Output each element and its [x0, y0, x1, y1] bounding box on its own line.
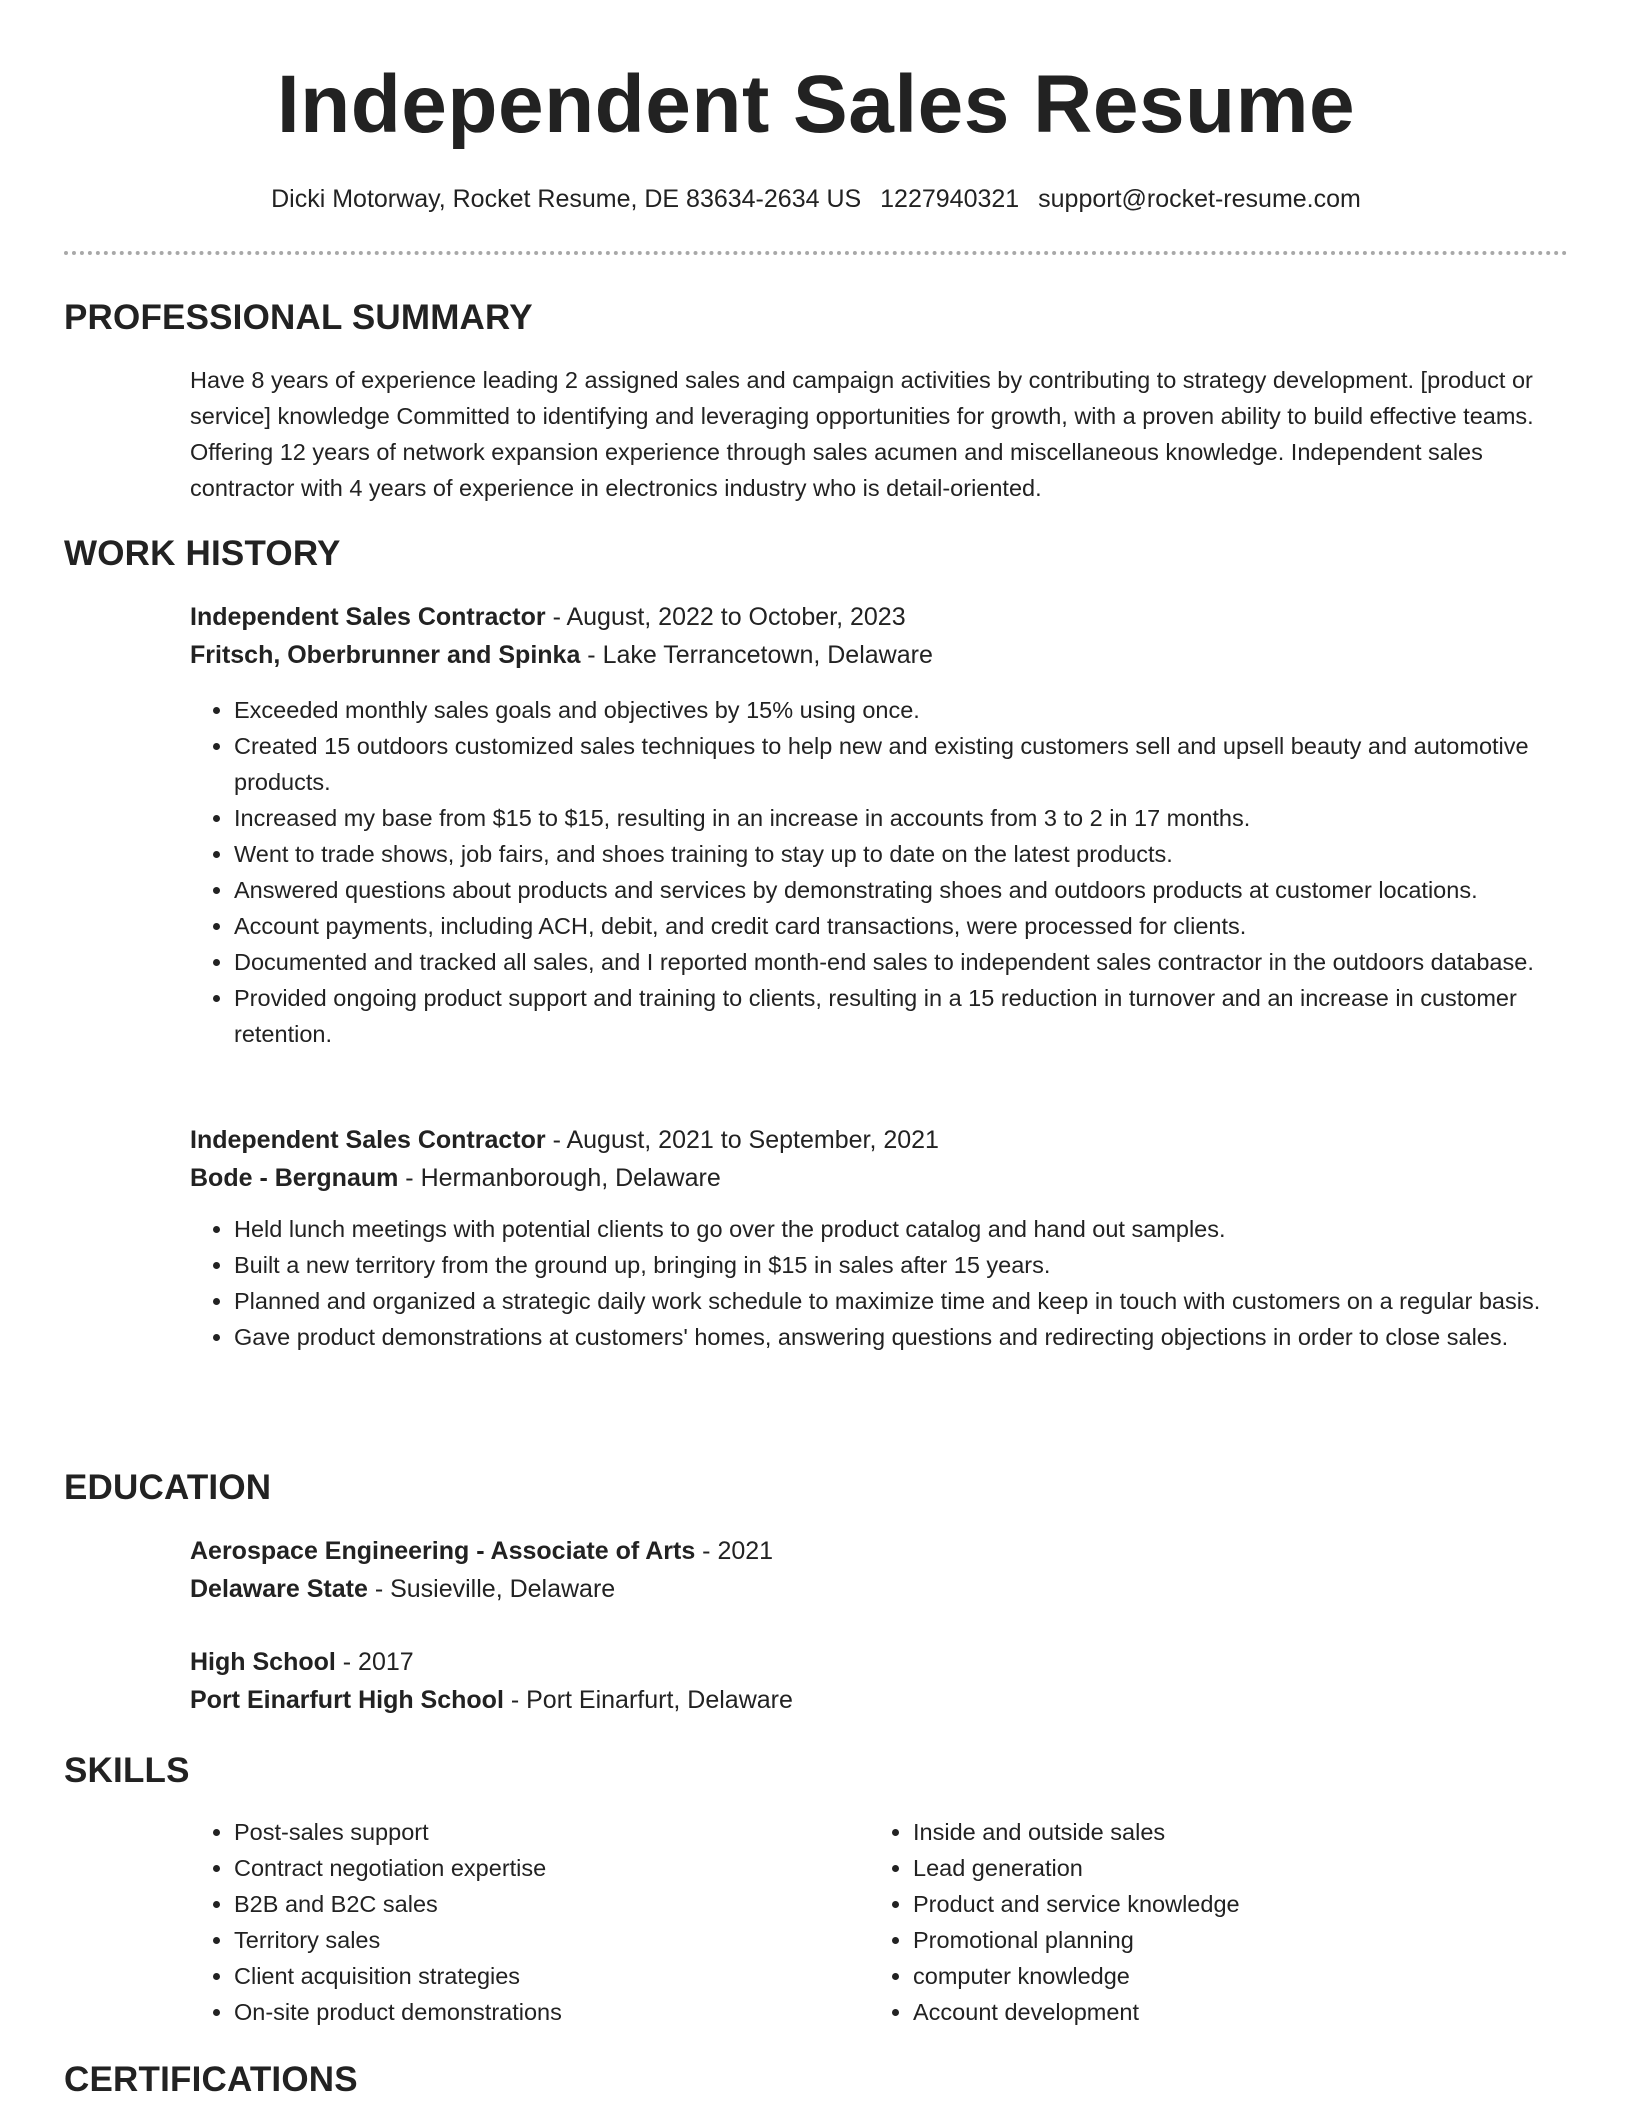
skill-item: • Territory sales — [234, 1922, 830, 1958]
job-location: - Lake Terrancetown, Delaware — [580, 641, 933, 669]
job-dates: - August, 2021 to September, 2021 — [545, 1126, 939, 1154]
job-title-line — [190, 598, 1570, 636]
education-degree: Aerospace Engineering - Associate of Arts — [190, 1537, 696, 1565]
skill-item: • computer knowledge — [913, 1958, 1509, 1994]
skill-item: • Contract negotiation expertise — [234, 1850, 830, 1886]
job-bullet: • Provided ongoing product support and training to clients, resulting in a 15 reduction in turnover and an increase in customer retention. — [234, 980, 1570, 1052]
job-entry — [190, 598, 1570, 1052]
job-bullet: • Exceeded monthly sales goals and objectives by 15% using once. — [234, 692, 1570, 728]
education-degree-line — [190, 1532, 1570, 1570]
job-bullet: • Account payments, including ACH, debit, and credit card transactions, were processed for clients. — [234, 908, 1570, 944]
section-heading-skills: SKILLS — [64, 1751, 190, 1790]
skills-list — [869, 1814, 1509, 2030]
contact-phone: 1227940321 — [880, 185, 1020, 213]
header-divider — [64, 251, 1568, 255]
education-degree: High School — [190, 1648, 336, 1676]
job-title: Independent Sales Contractor — [190, 603, 546, 631]
skills-column-left — [190, 1814, 830, 2030]
section-heading-certifications: CERTIFICATIONS — [64, 2060, 358, 2099]
job-company-line — [190, 1159, 1570, 1197]
skill-item: • B2B and B2C sales — [234, 1886, 830, 1922]
job-bullet: • Created 15 outdoors customized sales techniques to help new and existing customers sell and upsell beauty and automotive products. — [234, 728, 1570, 800]
education-school: Port Einarfurt High School — [190, 1686, 504, 1714]
job-bullet: • Increased my base from $15 to $15, resulting in an increase in accounts from 3 to 2 in 17 months. — [234, 800, 1570, 836]
education-year: - 2017 — [335, 1648, 414, 1676]
contact-line — [0, 181, 1632, 217]
skill-item: • Inside and outside sales — [913, 1814, 1509, 1850]
section-heading-summary: PROFESSIONAL SUMMARY — [64, 298, 533, 337]
education-school-line — [190, 1570, 1570, 1608]
job-bullet: • Answered questions about products and services by demonstrating shoes and outdoors products at customer locations. — [234, 872, 1570, 908]
education-school-line — [190, 1681, 1570, 1719]
education-location: - Port Einarfurt, Delaware — [503, 1686, 793, 1714]
skill-item: • Lead generation — [913, 1850, 1509, 1886]
education-location: - Susieville, Delaware — [367, 1575, 616, 1603]
job-dates: - August, 2022 to October, 2023 — [545, 603, 906, 631]
job-entry — [190, 1121, 1570, 1355]
skill-item: • Client acquisition strategies — [234, 1958, 830, 1994]
job-bullet: • Documented and tracked all sales, and I reported month-end sales to independent sales contractor in the outdoors database. — [234, 944, 1570, 980]
job-title-line — [190, 1121, 1570, 1159]
education-entry — [190, 1643, 1570, 1719]
job-bullet: • Planned and organized a strategic daily work schedule to maximize time and keep in touch with customers on a regular basis. — [234, 1283, 1570, 1319]
resume-title: Independent Sales Resume — [276, 59, 1356, 150]
job-location: - Hermanborough, Delaware — [398, 1164, 721, 1192]
education-year: - 2021 — [695, 1537, 774, 1565]
skill-item: • Account development — [913, 1994, 1509, 2030]
job-company: Fritsch, Oberbrunner and Spinka — [190, 641, 581, 669]
education-school: Delaware State — [190, 1575, 368, 1603]
job-company-line — [190, 636, 1570, 674]
education-degree-line — [190, 1643, 1570, 1681]
job-bullet: • Built a new territory from the ground up, bringing in $15 in sales after 15 years. — [234, 1247, 1570, 1283]
skill-item: • Post-sales support — [234, 1814, 830, 1850]
section-heading-education: EDUCATION — [64, 1468, 272, 1507]
skills-column-right — [869, 1814, 1509, 2030]
section-heading-work: WORK HISTORY — [64, 534, 341, 573]
skill-item: • Promotional planning — [913, 1922, 1509, 1958]
contact-address: Dicki Motorway, Rocket Resume, DE 83634-2634 US — [271, 185, 862, 213]
job-bullets — [190, 692, 1570, 1052]
skill-item: • Product and service knowledge — [913, 1886, 1509, 1922]
job-bullet: • Held lunch meetings with potential clients to go over the product catalog and hand out samples. — [234, 1211, 1570, 1247]
contact-email: support@rocket-resume.com — [1038, 185, 1361, 213]
job-company: Bode - Bergnaum — [190, 1164, 399, 1192]
skill-item: • On-site product demonstrations — [234, 1994, 830, 2030]
job-bullet: • Gave product demonstrations at customers' homes, answering questions and redirecting objections in order to close sales. — [234, 1319, 1570, 1355]
education-entry — [190, 1532, 1570, 1608]
summary-text: Have 8 years of experience leading 2 assigned sales and campaign activities by contributing to strategy development. [product or service] knowledge Committed to identifying and leveraging opportunities for growth, with a proven ability to build effective teams. Offering 12 years of network expansion experience through sales acumen and miscellaneous knowledge. Independent sales contractor with 4 years of experience in electronics industry who is detail-oriented. — [190, 367, 1534, 501]
job-bullets — [190, 1211, 1570, 1355]
job-bullet: • Went to trade shows, job fairs, and shoes training to stay up to date on the latest products. — [234, 836, 1570, 872]
summary-block — [190, 362, 1570, 506]
skills-list — [190, 1814, 830, 2030]
job-title: Independent Sales Contractor — [190, 1126, 546, 1154]
